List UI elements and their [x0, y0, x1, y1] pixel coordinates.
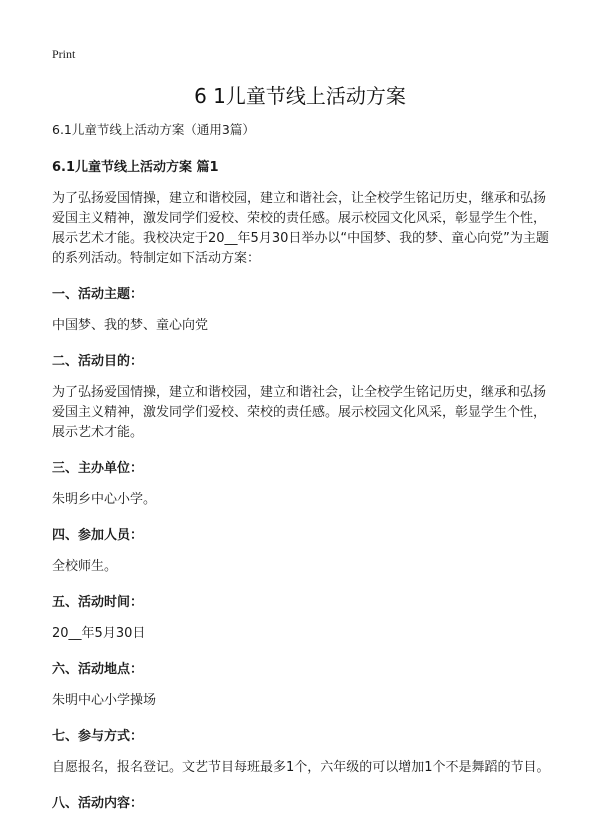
subtitle: 6.1儿童节线上活动方案（通用3篇）: [52, 122, 255, 137]
section-heading-purpose: 二、活动目的：: [52, 354, 144, 369]
section-body-participants: 全校师生。: [52, 559, 118, 574]
section-body-theme: 中国梦、我的梦、童心向党: [52, 318, 209, 333]
print-label[interactable]: Print: [52, 47, 76, 61]
article-heading: 6.1儿童节线上活动方案 篇1: [52, 160, 219, 175]
section-heading-participants: 四、参加人员：: [52, 528, 144, 543]
section-body-purpose: 为了弘扬爱国情操，建立和谐校园，建立和谐社会，让全校学生铭记历史，继承和弘扬爱国主义精神，激发同学们爱校、荣校的责任感。展示校园文化风采，彰显学生个性，展示艺术才能。: [52, 385, 547, 440]
document-content: [52, 120, 553, 825]
section-body-method: 自愿报名，报名登记。文艺节目每班最多1个，六年级的可以增加1个不是舞蹈的节目。: [52, 760, 550, 775]
section-heading-content: 八、活动内容：: [52, 796, 144, 811]
section-body-location: 朱明中心小学操场: [52, 693, 157, 708]
section-body-organizer: 朱明乡中心小学。: [52, 492, 157, 507]
section-heading-time: 五、活动时间：: [52, 595, 144, 610]
section-body-time: 20__年5月30日: [52, 626, 146, 641]
page-title: 6 1儿童节线上活动方案: [194, 84, 406, 108]
section-heading-location: 六、活动地点：: [52, 662, 144, 677]
section-heading-method: 七、参与方式：: [52, 729, 144, 744]
section-heading-theme: 一、活动主题：: [52, 287, 144, 302]
section-heading-organizer: 三、主办单位：: [52, 461, 144, 476]
intro-paragraph: 为了弘扬爱国情操，建立和谐校园，建立和谐社会，让全校学生铭记历史，继承和弘扬爱国主义精神，激发同学们爱校、荣校的责任感。展示校园文化风采，彰显学生个性，展示艺术才能。我校决定于20__年5月30日举办以“中国梦、我的梦、童心向党”为主题的系列活动。特制定如下活动方案：: [52, 191, 549, 266]
